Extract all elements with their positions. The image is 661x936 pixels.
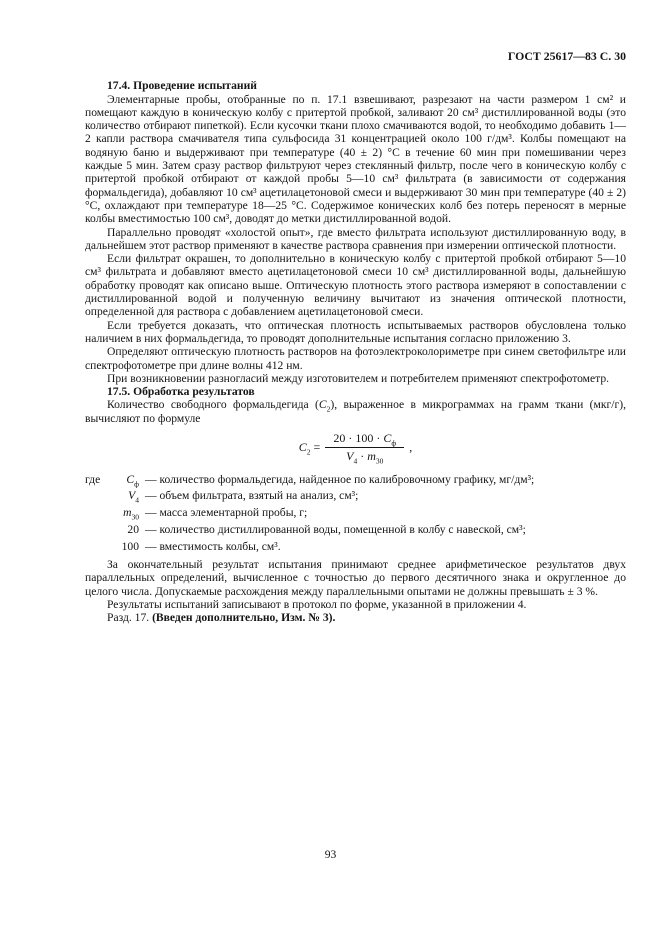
definition-symbol: C: [126, 472, 135, 486]
formula-denominator: [346, 448, 384, 466]
paragraph-optical-density: Определяют оптическую плотность растворов на фотоэлектроколориметре при синем светофильтре или спектрофотометре при длине волны 412 нм.: [85, 345, 626, 372]
paragraph-test-procedure: Элементарные пробы, отобранные по п. 17.1 взвешивают, разрезают на части размером 1 см² и помещают каждую в коническую колбу с притертой пробкой, заливают 20 см³ дистиллированной воды (это количество отбирают пипеткой). Если кусочки ткани плохо смачиваются водой, то необходимо добавить 1—2 капли раствора смачивателя типа сульфосида 31 концентрацией около 100 г/дм³. Колбы помещают на водяную баню и выдерживают при температуре (40 ± 2) °С в течение 60 мин при помешивании через каждые 5 мин. Затем сразу раствор фильтруют через стеклянный фильтр, после чего в коническую колбу с притертой пробкой отбирают от каждой пробы 5—10 см³ фильтрата (в зависимости от содержания формальдегида), добавляют 10 см³ ацетилацетоновой смеси и выдерживают 30 мин при температуре (40 ± 2) °С, охлаждают при температуре 18—25 °С. Содержимое конических колб без потерь переносят в мерные колбы вместимостью 100 см³, доводят до метки дистиллированной водой.: [85, 92, 626, 226]
paragraph-final-result: За окончательный результат испытания принимают среднее арифметическое результатов двух параллельных определений, вычисленное с точностью до первого десятичного знака и округленное до целого числа. Допускаемые расхождения между параллельными опытами не должны превышать ± 3 %.: [85, 558, 626, 598]
definition-term: [111, 523, 145, 536]
definition-text: — объем фильтрата, взятый на анализ, см³;: [145, 489, 359, 503]
paragraph-formula-intro: [85, 398, 626, 425]
definition-where: где: [85, 472, 101, 486]
formula-num-symbol: C: [383, 431, 392, 446]
definition-term: [111, 506, 145, 522]
formula-den-m: m: [367, 449, 376, 464]
definition-sub: 30: [131, 512, 139, 522]
formula-lhs: [298, 440, 314, 457]
definition-symbol: m: [123, 506, 132, 520]
definition-row: [85, 489, 626, 505]
definition-symbol: V: [128, 489, 136, 503]
document-header: ГОСТ 25617—83 С. 30: [507, 49, 626, 63]
definition-text: — масса элементарной пробы, г;: [145, 506, 308, 520]
definition-text: — вместимость колбы, см³.: [145, 539, 281, 553]
formula-den-dot: ·: [357, 449, 368, 464]
formula: [85, 432, 626, 464]
page-number: 93: [324, 848, 337, 861]
definition-term: [111, 473, 145, 486]
section-heading-17-4: 17.4. Проведение испытаний: [107, 79, 257, 93]
formula-num-pre: 20 · 100 ·: [333, 431, 384, 446]
definition-row: [85, 540, 626, 553]
formula-numerator: [325, 432, 404, 448]
razd-label: Разд. 17.: [107, 611, 153, 625]
intro-text-pre: Количество свободного формальдегида (: [107, 398, 319, 412]
formula-num-sub: ф: [391, 438, 397, 448]
formula-lhs-sub: 2: [306, 447, 311, 457]
definition-text: — количество дистиллированной воды, помещенной в колбу с навеской, см³;: [145, 523, 526, 536]
formula-equals: =: [313, 440, 321, 455]
formula-fraction: [325, 432, 404, 464]
definition-row: [85, 523, 626, 536]
formula-comma: ,: [409, 440, 413, 455]
section-heading-17-5: 17.5. Обработка результатов: [107, 385, 255, 399]
paragraph-colored-filtrate: Если фильтрат окрашен, то дополнительно в коническую колбу с притертой пробкой отбирают 5—10 см³ фильтрата и добавляют вместо ацетилацетоновой смеси 10 см³ дистиллированной воды, дальнейшую обработку проводят как описано выше. Оптическую плотность этого раствора измеряют в сопоставлении с дистиллированной водой и полученную величину вычитают из значения оптической плотности, определенной для раствора с добавлением ацетилацетоновой смеси.: [85, 252, 626, 319]
paragraph-razd-17: [85, 611, 626, 624]
formula-den-m-sub: 30: [375, 456, 384, 466]
amendment-note: (Введен дополнительно, Изм. № 3).: [152, 611, 336, 625]
definition-symbol: 20: [127, 523, 139, 536]
formula-den-v-sub: 4: [353, 456, 358, 466]
paragraph-disputes: При возникновении разногласий между изготовителем и потребителем применяют спектрофотометр.: [107, 371, 610, 385]
definition-symbol: 100: [121, 539, 139, 553]
paragraph-blank-test: Параллельно проводят «холостой опыт», где вместо фильтрата используют дистиллированную воду, в дальнейшем этот раствор применяют в качестве раствора сравнения при измерении оптической плотности.: [85, 225, 626, 252]
formula-den-v: V: [346, 449, 354, 464]
paragraph-protocol: Результаты испытаний записывают в протокол по форме, указанной в приложении 4.: [107, 597, 527, 611]
formula-lhs-symbol: C: [298, 440, 307, 455]
definition-text: — количество формальдегида, найденное по калибровочному графику, мг/дм³;: [145, 472, 535, 486]
definition-sub: ф: [134, 478, 139, 488]
symbol-c2-sub: 2: [326, 404, 331, 414]
variable-definitions: [85, 473, 626, 553]
paragraph-additional-tests: Если требуется доказать, что оптическая плотность испытываемых растворов обусловлена только наличием в них формальдегида, то проводят дополнительные испытания согласно приложению 3.: [85, 318, 626, 345]
definition-sub: 4: [135, 495, 139, 505]
symbol-c2: C: [318, 398, 327, 412]
intro-text-post: ), выраженное в микрограммах на грамм ткани (мкг/г), вычисляют по формуле: [85, 398, 626, 425]
definition-term: [111, 489, 145, 505]
definition-row: [85, 506, 626, 522]
definition-term: [111, 540, 145, 553]
document-content: [85, 50, 626, 625]
definition-row: [85, 473, 626, 486]
